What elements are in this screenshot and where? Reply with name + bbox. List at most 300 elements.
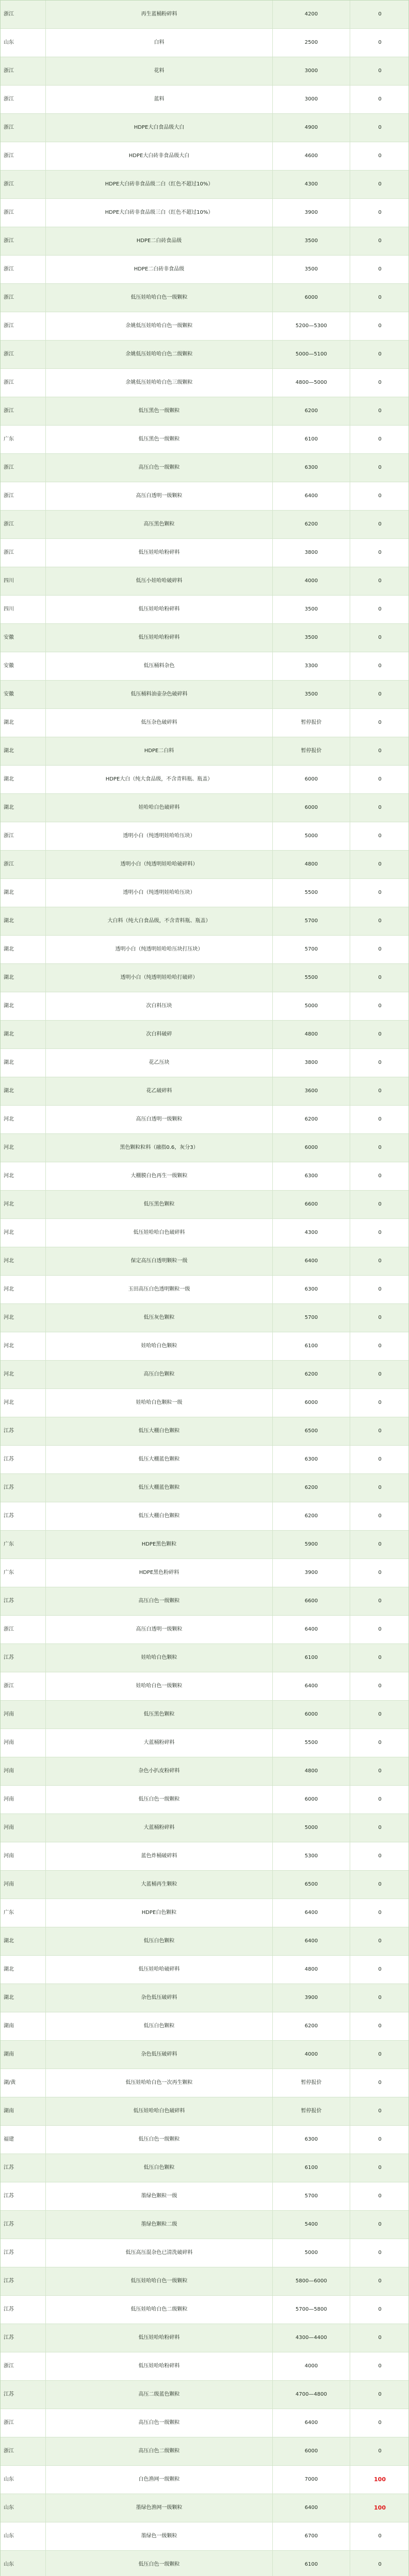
region-cell: 河北 <box>1 1106 46 1133</box>
table-row <box>1 114 408 142</box>
price-cell: 3800 <box>273 1049 350 1077</box>
price-cell: 4000 <box>273 2352 350 2380</box>
change-cell: 0 <box>378 2051 382 2057</box>
region-cell: 浙江 <box>1 822 46 850</box>
change-cell: 0 <box>378 181 382 187</box>
name-cell: HDPE大白砖非食品级大白 <box>46 142 273 170</box>
region-cell: 湖北 <box>1 879 46 907</box>
change-cell: 0 <box>378 1088 382 1094</box>
table-row <box>1 341 408 369</box>
price-cell: 6400 <box>273 1927 350 1955</box>
region-cell: 广东 <box>1 426 46 453</box>
region-cell: 河北 <box>1 1276 46 1303</box>
price-cell: 5000—5100 <box>273 341 350 368</box>
price-cell: 4800 <box>273 1956 350 1984</box>
price-cell: 6000 <box>273 284 350 312</box>
change-cell: 0 <box>378 1003 382 1009</box>
region-cell: 山东 <box>1 2466 46 2494</box>
price-cell: 6000 <box>273 794 350 822</box>
table-row <box>1 2522 408 2551</box>
region-cell: 湖北 <box>1 1927 46 1955</box>
region-cell: 河南 <box>1 1814 46 1842</box>
name-cell: 低压娃哈哈白色破碎料 <box>46 1219 273 1247</box>
table-row <box>1 199 408 227</box>
change-cell: 0 <box>378 1116 382 1122</box>
table-row <box>1 29 408 57</box>
price-cell: 3000 <box>273 57 350 85</box>
region-cell: 浙江 <box>1 397 46 425</box>
region-cell: 江苏 <box>1 2211 46 2239</box>
table-row <box>1 1304 408 1332</box>
change-cell: 0 <box>378 1201 382 1207</box>
name-cell: 娃哈哈白色颗粒 <box>46 1332 273 1360</box>
table-row <box>1 454 408 482</box>
table-row <box>1 1417 408 1446</box>
region-cell: 湖北 <box>1 794 46 822</box>
name-cell: 墨绿色颗粒二级 <box>46 2211 273 2239</box>
change-cell: 0 <box>378 1966 382 1972</box>
price-cell: 6500 <box>273 1417 350 1445</box>
name-cell: 低压白色颗粒 <box>46 1927 273 1955</box>
region-cell: 浙江 <box>1 851 46 878</box>
region-cell: 湖北 <box>1 709 46 737</box>
region-cell: 江苏 <box>1 2239 46 2267</box>
region-cell: 河北 <box>1 1191 46 1218</box>
region-cell: 湖北 <box>1 1049 46 1077</box>
price-cell: 4300 <box>273 1219 350 1247</box>
region-cell: 山东 <box>1 29 46 57</box>
change-cell: 0 <box>378 776 382 782</box>
name-cell: 杂色小扒皮粉碎料 <box>46 1757 273 1785</box>
change-cell: 0 <box>378 323 382 329</box>
name-cell: 低压大棚蓝色颗粒 <box>46 1446 273 1473</box>
price-cell: 暂停报价 <box>273 2097 350 2125</box>
change-cell: 0 <box>378 889 382 895</box>
table-row <box>1 624 408 652</box>
region-cell: 浙江 <box>1 511 46 538</box>
change-cell: 0 <box>378 2221 382 2227</box>
change-cell: 0 <box>378 2391 382 2397</box>
name-cell: HDPE大白砖非食品级二白（红色不超过10%） <box>46 171 273 198</box>
change-cell: 0 <box>378 1853 382 1859</box>
price-cell: 6100 <box>273 2551 350 2576</box>
table-row <box>1 1701 408 1729</box>
name-cell: 高压二级蓝色颗粒 <box>46 2381 273 2409</box>
region-cell: 河南 <box>1 1701 46 1728</box>
name-cell: 低压白色颗粒 <box>46 2154 273 2182</box>
name-cell: 大棚膜白色再生一级颗粒 <box>46 1162 273 1190</box>
region-cell: 河北 <box>1 1304 46 1332</box>
change-cell: 0 <box>378 1059 382 1065</box>
price-cell: 4200 <box>273 1 350 28</box>
name-cell: 低压娃哈哈白色一级颗粒 <box>46 284 273 312</box>
name-cell: 娃哈哈白色颗粒一级 <box>46 1389 273 1417</box>
region-cell: 湖北 <box>1 766 46 793</box>
change-cell: 0 <box>378 974 382 980</box>
table-row <box>1 1842 408 1871</box>
table-row <box>1 1077 408 1106</box>
price-cell: 3900 <box>273 1559 350 1587</box>
name-cell: 低压娃哈哈粉碎料 <box>46 624 273 652</box>
change-cell: 0 <box>378 1768 382 1774</box>
table-row <box>1 1446 408 1474</box>
price-cell: 6600 <box>273 1191 350 1218</box>
name-cell: HDPE黑色粉碎料 <box>46 1559 273 1587</box>
table-row <box>1 1502 408 1531</box>
price-cell: 5500 <box>273 1729 350 1757</box>
name-cell: 花料 <box>46 57 273 85</box>
name-cell: 花乙压块 <box>46 1049 273 1077</box>
region-cell: 江苏 <box>1 1587 46 1615</box>
region-cell: 浙江 <box>1 2409 46 2437</box>
region-cell: 安徽 <box>1 681 46 708</box>
change-cell: 0 <box>378 1654 382 1660</box>
region-cell: 浙江 <box>1 199 46 227</box>
name-cell: 玉田高压白色透明颗粒一级 <box>46 1276 273 1303</box>
name-cell: 低压黑色一级颗粒 <box>46 397 273 425</box>
price-cell: 6200 <box>273 397 350 425</box>
change-cell: 0 <box>378 1314 382 1320</box>
name-cell: 余姚低压娃哈哈白色二级颗粒 <box>46 341 273 368</box>
change-cell: 0 <box>378 294 382 300</box>
change-cell: 0 <box>378 2533 382 2539</box>
price-cell: 5200—5300 <box>273 312 350 340</box>
region-cell: 江苏 <box>1 1417 46 1445</box>
price-cell: 6000 <box>273 1786 350 1814</box>
change-cell: 0 <box>378 2249 382 2256</box>
name-cell: 娃哈哈白色破碎料 <box>46 794 273 822</box>
price-cell: 4300—4400 <box>273 2324 350 2352</box>
name-cell: 透明小白（纯透明娃哈哈压块） <box>46 879 273 907</box>
name-cell: HDPE白色颗粒 <box>46 1899 273 1927</box>
region-cell: 江苏 <box>1 1502 46 1530</box>
region-cell: 湖北 <box>1 1077 46 1105</box>
change-cell: 0 <box>378 1513 382 1519</box>
table-row <box>1 1672 408 1701</box>
name-cell: 低压娃哈哈白色二级颗粒 <box>46 2296 273 2324</box>
price-cell: 6000 <box>273 766 350 793</box>
table-row <box>1 2267 408 2296</box>
change-cell: 0 <box>378 436 382 442</box>
table-row <box>1 652 408 681</box>
name-cell: 娃哈哈白色颗粒 <box>46 1644 273 1672</box>
price-cell: 6000 <box>273 1134 350 1162</box>
price-cell: 6300 <box>273 454 350 482</box>
price-cell: 3900 <box>273 199 350 227</box>
region-cell: 浙江 <box>1 227 46 255</box>
table-row <box>1 567 408 596</box>
price-cell: 6300 <box>273 1162 350 1190</box>
name-cell: 墨绿色渔网一级颗粒 <box>46 2494 273 2522</box>
table-row <box>1 369 408 397</box>
table-row <box>1 2154 408 2182</box>
table-row <box>1 851 408 879</box>
table-row <box>1 482 408 511</box>
name-cell: 蓝色炸桶破碎料 <box>46 1842 273 1870</box>
change-cell: 0 <box>378 1144 382 1150</box>
price-cell: 3500 <box>273 596 350 623</box>
name-cell: 花乙破碎料 <box>46 1077 273 1105</box>
table-row <box>1 2296 408 2324</box>
name-cell: 低压娃哈哈粉碎料 <box>46 2324 273 2352</box>
change-cell: 0 <box>378 1994 382 2001</box>
price-cell: 6400 <box>273 1672 350 1700</box>
table-row <box>1 737 408 766</box>
region-cell: 河北 <box>1 1162 46 1190</box>
name-cell: 低压娃哈哈粉碎料 <box>46 2352 273 2380</box>
table-row <box>1 1587 408 1616</box>
table-row <box>1 1927 408 1956</box>
region-cell: 四川 <box>1 567 46 595</box>
name-cell: 墨绿色颗粒一级 <box>46 2182 273 2210</box>
name-cell: 次白料破碎 <box>46 1021 273 1048</box>
price-cell: 4800—5000 <box>273 369 350 397</box>
table-row <box>1 681 408 709</box>
name-cell: 高压白色颗粒 <box>46 1361 273 1388</box>
name-cell: 高压白透明一级颗粒 <box>46 1106 273 1133</box>
table-row <box>1 2182 408 2211</box>
name-cell: 低压娃哈哈白色一次再生颗粒 <box>46 2069 273 2097</box>
region-cell: 浙江 <box>1 539 46 567</box>
region-cell: 河南 <box>1 1842 46 1870</box>
region-cell: 广东 <box>1 1899 46 1927</box>
price-cell: 5800—6000 <box>273 2267 350 2295</box>
region-cell: 河南 <box>1 1786 46 1814</box>
table-row <box>1 907 408 936</box>
name-cell: 低压高压混杂色已清洗破碎料 <box>46 2239 273 2267</box>
region-cell: 广东 <box>1 1531 46 1558</box>
name-cell: 再生蓝桶粉碎料 <box>46 1 273 28</box>
change-cell: 100 <box>374 2504 386 2512</box>
price-cell: 6000 <box>273 2437 350 2465</box>
change-cell: 0 <box>378 1938 382 1944</box>
price-cell: 6300 <box>273 1276 350 1303</box>
table-row <box>1 2126 408 2154</box>
name-cell: 低压白色一级颗粒 <box>46 2551 273 2576</box>
change-cell: 0 <box>378 2561 382 2567</box>
price-cell: 3500 <box>273 227 350 255</box>
price-cell: 6600 <box>273 1587 350 1615</box>
region-cell: 江苏 <box>1 2267 46 2295</box>
change-cell: 0 <box>378 1909 382 1916</box>
region-cell: 湖北 <box>1 964 46 992</box>
region-cell: 浙江 <box>1 312 46 340</box>
price-cell: 3500 <box>273 256 350 283</box>
region-cell: 浙江 <box>1 369 46 397</box>
change-cell: 0 <box>378 606 382 612</box>
change-cell: 0 <box>378 1796 382 1802</box>
price-cell: 6100 <box>273 1644 350 1672</box>
region-cell: 浙江 <box>1 2352 46 2380</box>
price-cell: 3500 <box>273 681 350 708</box>
name-cell: HDPE大白食品级大白 <box>46 114 273 142</box>
name-cell: 低压大棚白色颗粒 <box>46 1502 273 1530</box>
price-cell: 5700—5800 <box>273 2296 350 2324</box>
region-cell: 浙江 <box>1 1672 46 1700</box>
name-cell: 低压白色一级颗粒 <box>46 2126 273 2154</box>
price-cell: 4000 <box>273 2041 350 2069</box>
table-row <box>1 1616 408 1644</box>
name-cell: HDPE二白料 <box>46 737 273 765</box>
region-cell: 浙江 <box>1 341 46 368</box>
change-cell: 0 <box>378 1711 382 1717</box>
table-row <box>1 1871 408 1899</box>
table-row <box>1 1729 408 1757</box>
price-cell: 6200 <box>273 1502 350 1530</box>
price-cell: 6100 <box>273 2154 350 2182</box>
change-cell: 0 <box>378 351 382 357</box>
change-cell: 0 <box>378 238 382 244</box>
name-cell: 透明小白（纯透明娃哈哈压块打压块） <box>46 936 273 963</box>
change-cell: 0 <box>378 379 382 385</box>
change-cell: 0 <box>378 1031 382 1037</box>
region-cell: 江苏 <box>1 2182 46 2210</box>
name-cell: 高压白透明一级颗粒 <box>46 482 273 510</box>
table-row <box>1 964 408 992</box>
region-cell: 浙江 <box>1 284 46 312</box>
price-cell: 3300 <box>273 652 350 680</box>
change-cell: 0 <box>378 1258 382 1264</box>
name-cell: 高压黑色颗粒 <box>46 511 273 538</box>
name-cell: 低压白色一级颗粒 <box>46 1786 273 1814</box>
change-cell: 0 <box>378 2278 382 2284</box>
table-row <box>1 1 408 29</box>
region-cell: 浙江 <box>1 86 46 113</box>
price-cell: 5700 <box>273 1304 350 1332</box>
name-cell: 低压大棚蓝色颗粒 <box>46 1474 273 1502</box>
price-cell: 6700 <box>273 2522 350 2550</box>
region-cell: 江苏 <box>1 2324 46 2352</box>
name-cell: 余姚低压娃哈哈白色一级颗粒 <box>46 312 273 340</box>
price-cell: 5000 <box>273 1814 350 1842</box>
change-cell: 0 <box>378 1229 382 1235</box>
price-cell: 5700 <box>273 2182 350 2210</box>
name-cell: 低压大棚白色颗粒 <box>46 1417 273 1445</box>
region-cell: 河北 <box>1 1134 46 1162</box>
price-cell: 暂停报价 <box>273 737 350 765</box>
table-row <box>1 227 408 256</box>
region-cell: 河北 <box>1 1247 46 1275</box>
price-cell: 6200 <box>273 2012 350 2040</box>
price-cell: 5000 <box>273 2239 350 2267</box>
region-cell: 江苏 <box>1 1446 46 1473</box>
table-row <box>1 1361 408 1389</box>
table-row <box>1 284 408 312</box>
price-cell: 4700—4800 <box>273 2381 350 2409</box>
region-cell: 江苏 <box>1 2296 46 2324</box>
change-cell: 0 <box>378 578 382 584</box>
change-cell: 0 <box>378 1343 382 1349</box>
name-cell: 高压白色一级颗粒 <box>46 1587 273 1615</box>
change-cell: 0 <box>378 209 382 215</box>
name-cell: 低压黑色颗粒 <box>46 1191 273 1218</box>
table-row <box>1 256 408 284</box>
change-cell: 0 <box>378 833 382 839</box>
price-cell: 6200 <box>273 1474 350 1502</box>
table-row <box>1 426 408 454</box>
table-row <box>1 171 408 199</box>
region-cell: 四川 <box>1 596 46 623</box>
name-cell: 高压白色一级颗粒 <box>46 454 273 482</box>
table-row <box>1 2239 408 2267</box>
region-cell: 浙江 <box>1 1 46 28</box>
change-cell: 0 <box>378 1428 382 1434</box>
change-cell: 0 <box>378 1683 382 1689</box>
change-cell: 0 <box>378 67 382 74</box>
price-cell: 6000 <box>273 1701 350 1728</box>
change-cell: 0 <box>378 748 382 754</box>
change-cell: 0 <box>378 1286 382 1292</box>
table-row <box>1 1191 408 1219</box>
price-cell: 3800 <box>273 539 350 567</box>
table-row <box>1 1559 408 1587</box>
price-cell: 4800 <box>273 1021 350 1048</box>
change-cell: 0 <box>378 634 382 640</box>
change-cell: 0 <box>378 918 382 924</box>
name-cell: 大蓝桶再生颗粒 <box>46 1871 273 1899</box>
region-cell: 河南 <box>1 1729 46 1757</box>
change-cell: 0 <box>378 464 382 470</box>
price-cell: 5500 <box>273 879 350 907</box>
region-cell: 湖北 <box>1 1021 46 1048</box>
price-cell: 6400 <box>273 1247 350 1275</box>
table-row <box>1 1219 408 1247</box>
region-cell: 安徽 <box>1 652 46 680</box>
change-cell: 0 <box>378 1399 382 1405</box>
price-cell: 3900 <box>273 1984 350 2012</box>
price-cell: 6400 <box>273 2409 350 2437</box>
region-cell: 江苏 <box>1 1644 46 1672</box>
name-cell: 白料 <box>46 29 273 57</box>
price-cell: 6400 <box>273 1616 350 1643</box>
name-cell: 低压娃哈哈白色破碎料 <box>46 2097 273 2125</box>
region-cell: 河北 <box>1 1361 46 1388</box>
name-cell: 高压白色一级颗粒 <box>46 2409 273 2437</box>
region-cell: 湖北 <box>1 1984 46 2012</box>
price-cell: 5700 <box>273 907 350 935</box>
table-row <box>1 1814 408 1842</box>
name-cell: 黑色颗粒粒料（融指0.6，灰分3） <box>46 1134 273 1162</box>
table-row <box>1 992 408 1021</box>
price-cell: 6300 <box>273 1446 350 1473</box>
name-cell: 蓝料 <box>46 86 273 113</box>
change-cell: 0 <box>378 2023 382 2029</box>
change-cell: 0 <box>378 691 382 697</box>
table-row <box>1 794 408 822</box>
table-row <box>1 1786 408 1814</box>
name-cell: 透明小白（纯透明娃哈哈压块） <box>46 822 273 850</box>
name-cell: 透明小白（纯透明娃哈哈破碎料） <box>46 851 273 878</box>
price-cell: 5300 <box>273 1842 350 1870</box>
table-row <box>1 2041 408 2069</box>
region-cell: 福建 <box>1 2126 46 2154</box>
table-row <box>1 1899 408 1927</box>
name-cell: 低压娃哈哈粉碎料 <box>46 596 273 623</box>
price-cell: 暂停报价 <box>273 709 350 737</box>
change-cell: 0 <box>378 1598 382 1604</box>
name-cell: 低压娃哈哈白色一级颗粒 <box>46 2267 273 2295</box>
name-cell: 低压娃哈哈粉碎料 <box>46 539 273 567</box>
table-row <box>1 936 408 964</box>
table-row <box>1 397 408 426</box>
name-cell: 大白料（纯大白食品级，不含青料瓶、瓶盖） <box>46 907 273 935</box>
region-cell: 湖北 <box>1 992 46 1020</box>
table-row <box>1 596 408 624</box>
change-cell: 0 <box>378 861 382 867</box>
price-cell: 6500 <box>273 1871 350 1899</box>
region-cell: 山东 <box>1 2494 46 2522</box>
change-cell: 0 <box>378 719 382 725</box>
